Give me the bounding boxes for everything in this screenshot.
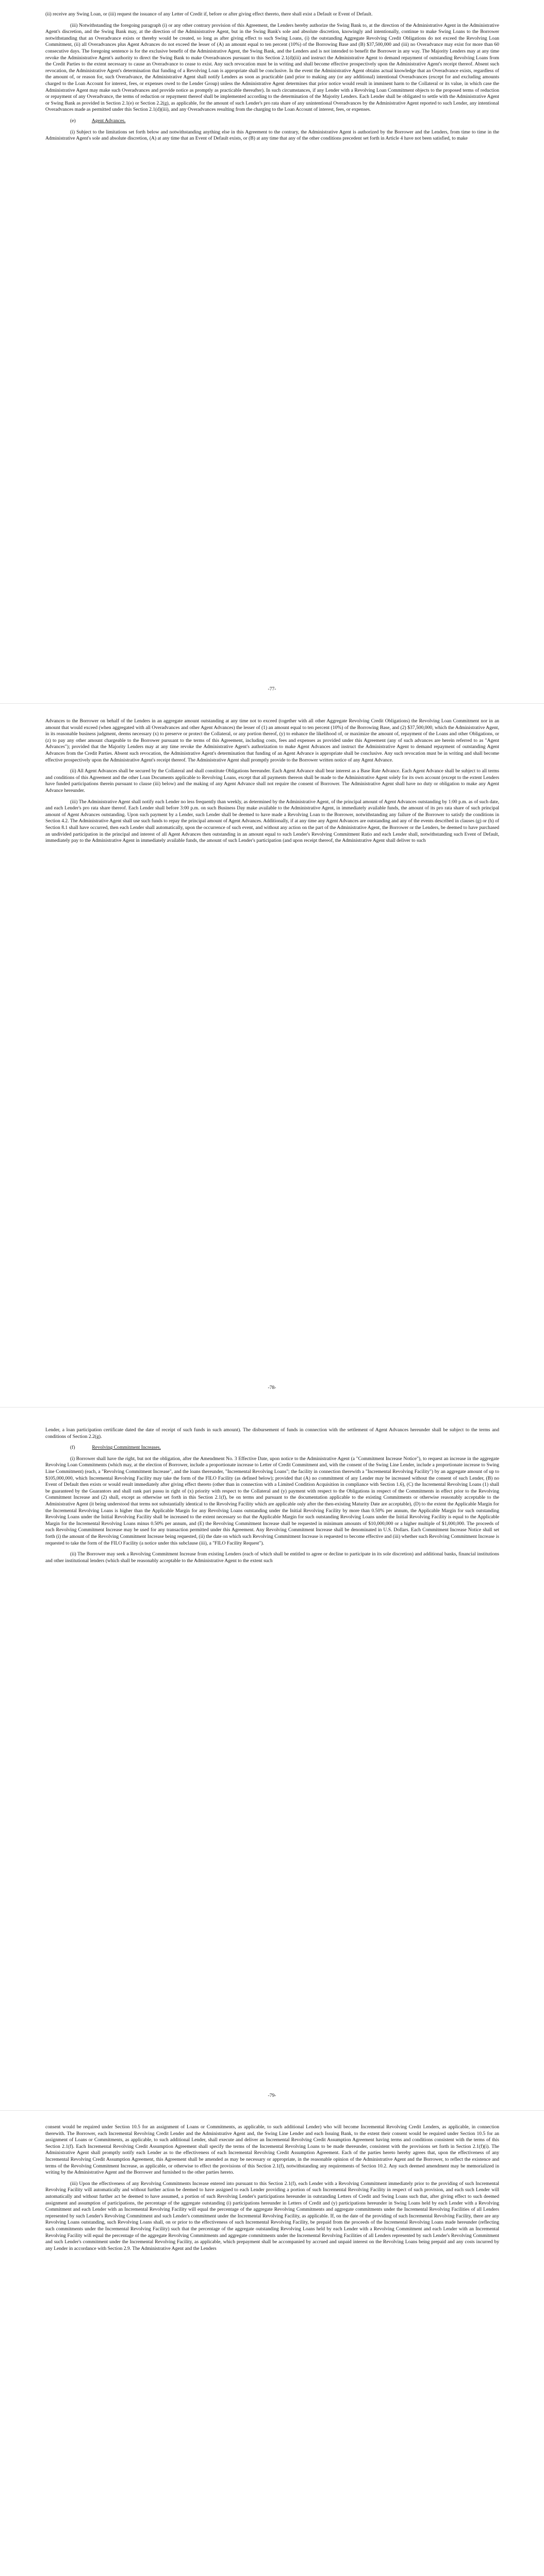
paragraph: Advances to the Borrower on behalf of the Lenders in an aggregate amount outstanding at any time not to exceed (together with all other Aggregate Revolving Credit Obligations) the Revolving Loan Commitment nor in an amount that would exceed (when aggregated with all Overadvances and other Agent Advances) the lesser of (1) an amount equal to ten percent (10%) of the Borrowing Base, and (2) $37,500,000, which the Administrative Agent, in its reasonable business judgment, deems necessary (x) to preserve or protect the Collateral, or any portion thereof, (y) to enhance the likelihood of, or maximize the amount of, repayment of the Loans and other Obligations, or (z) to pay any other amount chargeable to the Borrower pursuant to the terms of this Agreement, including costs, fees and expenses as provided under this Agreement (any of such advances are herein referred to as "Agent Advances"); provided that the Majority Lenders may at any time revoke the Administrative Agent's authorization to make Agent Advances and instruct the Administrative Agent to demand repayment of outstanding Agent Advances from the Credit Parties. Absent such revocation, the Administrative Agent's determination that funding of an Agent Advance is appropriate shall be conclusive. Any such revocation must be in writing and shall become effective prospectively upon the Administrative Agent's receipt thereof. The Administrative Agent shall promptly provide to the Borrower written notice of any Agent Advance. (45, 718, 499, 763)
page-80 (0, 2111, 544, 2576)
section-title: Agent Advances. (91, 117, 126, 124)
section-label: (f) (70, 1445, 75, 1451)
paragraph: (iii) The Administrative Agent shall notify each Lender no less frequently than weekly, as determined by the Administrative Agent, of the principal amount of Agent Advances outstanding by 1:00 p.m. as of such date, and each Lender's pro rata share thereof. Each Lender shall before 3:00 p.m. on such Business Day make available to the Administrative Agent, in immediately available funds, the amount of its pro rata share of such principal amount of Agent Advances outstanding. Upon such payment by a Lender, such Lender shall be deemed to have made a Revolving Loan to the Borrower, notwithstanding any failure of the Borrower to satisfy the conditions in Section 4.2. The Administrative Agent shall use such funds to repay the principal amount of Agent Advances. Additionally, if at any time any Agent Advances are outstanding and any of the events described in clauses (g) or (h) of Section 8.1 shall have occurred, then each Lender shall automatically, upon the occurrence of such event, and without any action on the part of the Administrative Agent, the Borrower or the Lenders, be deemed to have purchased an undivided participation in the principal and interest of all Agent Advances then outstanding in an amount equal to such Lender's Revolving Commitment Ratio and each Lender shall, notwithstanding such Event of Default, immediately pay to the Administrative Agent in immediately available funds, the amount of such Lender's participation (and upon receipt thereof, the Administrative Agent shall deliver to such (45, 799, 499, 844)
paragraph: (iii) Upon the effectiveness of any Revolving Commitments Increase entered into pursuant to this Section 2.1(f), each Lender with a Revolving Commitment immediately prior to the providing of such Incremental Revolving Facility will automatically and without further action be deemed to have assigned to each Lender providing a portion of such Incremental Revolving Facility in respect of such provision, and each such Lender will automatically and without further act be deemed to have assumed, a portion of such Revolving Lender's participations hereunder in outstanding Letters of Credit and Swing Loans such that, after giving effect to such deemed assignment and assumption of participations, the percentage of the aggregate outstanding (i) participations hereunder in Letters of Credit and (y) participations hereunder in Swing Loans held by each Lender with a Revolving Commitment and each Lender with an Incremental Revolving Facility will equal the percentage of the aggregate Revolving Commitments and aggregate commitments under the Incremental Revolving Facilities of all Lenders represented by such Lender's Revolving Commitment and such Lender's commitment under the Incremental Revolving Facility, as applicable. If, on the date of the providing of such Incremental Revolving Facility, there are any Revolving Loans outstanding, such Revolving Loans shall, on or prior to the effectiveness of such Incremental Revolving Facility, be prepaid from the proceeds of the Incremental Revolving Loans made hereunder (reflecting such commitments under the Incremental Revolving Facility) such that the percentage of the aggregate outstanding Revolving Loans held by each Lender with a Revolving Commitment and each Lender with an Incremental Revolving Facility will equal the percentage of the aggregate Revolving Commitments and aggregate commitments under the Incremental Revolving Facilities of all Lenders represented by such Lender's Revolving Commitment and such Lender's commitment under the Incremental Revolving Facility, as applicable, which prepayment shall be accompanied by accrued and unpaid interest on the Revolving Loans being prepaid and any costs incurred by any Lender in accordance with Section 2.9. The Administrative Agent and the Lenders (45, 2180, 499, 2251)
page-number: -78- (268, 1385, 276, 1391)
page-78 (0, 704, 544, 1407)
paragraph: Lender, a loan participation certificate dated the date of receipt of such funds in such amount). The disbursement of funds in connection with the settlement of Agent Advances hereunder shall be subject to the terms and conditions of Section 2.2(g). (45, 1427, 499, 1439)
page-77 (0, 0, 544, 703)
page-80-body (45, 2124, 499, 2257)
paragraph: (i) Borrower shall have the right, but not the obligation, after the Amendment No. 3 Effective Date, upon notice to the Administrative Agent (a "Commitment Increase Notice"), to request an increase in the aggregate Revolving Loan Commitments (which may, at the election of Borrower, include a proportionate increase to Letter of Credit Commitment and, with the consent of the Swing Line Lender, include a proportionate increase to Swing Line Commitment) (each, a "Revolving Commitment Increase", and the loans thereunder, "Incremental Revolving Loans"; the facility in connection therewith a "Incremental Revolving Facility") by an aggregate amount of up to $105,000,000, which Incremental Revolving Facility may take the form of the FILO Facility (as defined below); provided that (A) no commitment of any Lender may be increased without the consent of such Lender, (B) no Event of Default then exists or would result immediately after giving effect thereto (other than in connection with a Limited Condition Acquisition in compliance with Section 1.6), (C) the Incremental Revolving Loans (1) shall be guaranteed by the Guarantors and shall rank pari passu in right of (x) priority with respect to the Collateral and (y) payment with respect to the Obligations in respect of the Commitments in effect prior to the Revolving Commitment Increase and (2) shall, except as otherwise set forth in this Section 2.1(f), be on terms and pursuant to the documentation applicable to the existing Commitments or otherwise reasonably acceptable to the Administrative Agent (it being understood that terms not substantially identical to the Revolving Facility which are applicable only after the then-existing Maturity Date are acceptable), (D) to the extent the Applicable Margin for the Incremental Revolving Loans is higher than the Applicable Margin for any Revolving Loans outstanding under the Initial Revolving Facility by more than 0.50% per annum, the Applicable Margin for such outstanding Revolving Loans under the Initial Revolving Facility shall be increased to the extent necessary so that the Applicable Margin for such outstanding Revolving Loans under the Initial Revolving Facility is equal to the Applicable Margin for the Incremental Revolving Loans minus 0.50% per annum, and (E) the Revolving Commitment Increase shall be requested in minimum amounts of $10,000,000 or a higher multiple of $1,000,000. The proceeds of each Revolving Commitment Increase may be used for any transaction permitted under this Agreement. Any Revolving Commitment Increase shall be denominated in U.S. Dollars. Each Commitment Increase Notice shall set forth (i) the amount of the Revolving Commitment Increase being requested, (ii) the date on which such Revolving Commitment Increase is requested to become effective and (iii) whether such Revolving Commitment Increase is requested to take the form of the FILO Facility (a notice under this subclause (iii), a "FILO Facility Request"). (45, 1455, 499, 1546)
paragraph: consent would be required under Section 10.5 for an assignment of Loans or Commitments, as applicable, to such additional Lender) who will become Incremental Revolving Credit Lenders, as applicable, in connection therewith. The Borrower, each Incremental Revolving Credit Lender and the Administrative Agent and, the Swing Line Lender and each Issuing Bank, to the extent their consent would be required under Section 10.5 for an assignment of Loans or Commitments, as applicable, to such additional Lender, shall execute and deliver an Incremental Revolving Credit Assumption Agreement having terms and conditions consistent with the terms of this Section 2.1(f). Each Incremental Revolving Credit Assumption Agreement shall specify the terms of the Incremental Revolving Loans to be made thereunder, consistent with the provisions set forth in Section 2.1(f)(i). The Administrative Agent shall promptly notify each Lender as to the effectiveness of each Incremental Revolving Credit Assumption Agreement. Each of the parties hereto hereby agrees that, upon the effectiveness of any Incremental Revolving Credit Assumption Agreement, this Agreement shall be amended as may be necessary or appropriate, in the reasonable opinion of the Administrative Agent and the Borrower, to reflect the existence and terms of the Revolving Commitment Increase, as applicable, or otherwise to effect the provisions of this Section 2.1(f), notwithstanding any requirements of Section 10.2. Any such deemed amendment may be memorialized in writing by the Administrative Agent and the Borrower and furnished to the other parties hereto. (45, 2124, 499, 2176)
paragraph: (ii) receive any Swing Loan, or (iii) request the issuance of any Letter of Credit if, before or after giving effect thereto, there shall exist a Default or Event of Default. (45, 11, 373, 17)
page-79 (0, 1408, 544, 2110)
section-label: (e) (70, 117, 76, 124)
page-79-body (45, 1427, 499, 1569)
paragraph: (iii) Notwithstanding the foregoing paragraph (i) or any other contrary provision of this Agreement, the Lenders hereby authorize the Swing Bank to, at the direction of the Administrative Agent in the Administrative Agent's discretion, and the Swing Bank may, at the direction of the Administrative Agent, but in the Swing Bank's sole and absolute discretion, knowingly and intentionally, continue to make Swing Loans to the Borrower notwithstanding that an Overadvance exists or thereby would be created, so long as after giving effect to such Swing Loans, (i) the outstanding Aggregate Revolving Credit Obligations do not exceed the Revolving Loan Commitment, (ii) all Overadvances plus Agent Advances do not exceed the lesser of (A) an amount equal to ten percent (10%) of the Borrowing Base and (B) $37,500,000 and (iii) no Overadvance may exist for more than 60 consecutive days. The foregoing sentence is for the exclusive benefit of the Administrative Agent, the Swing Bank, and the Lenders and is not intended to benefit the Borrower in any way. The Majority Lenders may at any time revoke the Administrative Agent's authority to direct the Swing Bank to make Overadvances pursuant to this Section 2.1(d)(iii) and instruct the Administrative Agent to demand repayment of outstanding Revolving Loans from the Credit Parties to the extent necessary to cause an Overadvance to cease to exist. Any such revocation must be in writing and shall become effective prospectively upon the Administrative Agent's receipt thereof. Absent such revocation, the Administrative Agent's determination that funding of a Revolving Loan is appropriate shall be conclusive. In the event the Administrative Agent obtains actual knowledge that an Overadvance exists, regardless of the amount of, or reason for, such Overadvance, the Administrative Agent shall notify Lenders as soon as practicable (and prior to making any (or any additional) intentional Overadvances (except for and excluding amounts charged to the Loan Account for interest, fees, or expenses owed to the Lender Group) unless the Administrative Agent determines that prior notice would result in imminent harm to the Collateral or its value, in which case the Administrative Agent may make such Overadvances and provide notice as promptly as practicable thereafter). In such circumstances, if any Lender with a Revolving Loan Commitment objects to the proposed terms of reduction or repayment of any Overadvance, the terms of reduction or repayment thereof shall be implemented according to the determination of the Majority Lenders. Each Lender shall be obligated to settle with the Administrative Agent or Swing Bank as provided in Section 2.1(e) or Section 2.2(g), as applicable, for the amount of such Lender's pro rata share of any unintentional Overadvances by the Administrative Agent reported to such Lender, any intentional Overadvances made as permitted under this Section 2.1(d)(iii), and any Overadvances resulting from the charging to the Loan Account of interest, fees, or expenses. (45, 22, 499, 113)
section-heading-agent-advances (70, 118, 499, 125)
paragraph: (ii) The Borrower may seek a Revolving Commitment Increase from existing Lenders (each of which shall be entitled to agree or decline to participate in its sole discretion) and additional banks, financial institutions and other institutional lenders (which shall be reasonably acceptable to the Administrative Agent to the extent such (45, 1551, 499, 1564)
page-78-body (45, 718, 499, 849)
page-77-body (45, 11, 499, 147)
page-number: -79- (268, 2093, 276, 2098)
paragraph: (i) Subject to the limitations set forth below and notwithstanding anything else in this Agreement to the contrary, the Administrative Agent is authorized by the Borrower and the Lenders, from time to time in the Administrative Agent's sole and absolute discretion, (A) at any time that an Event of Default exists, or (B) at any time that any of the other conditions precedent set forth in Article 4 have not been satisfied, to make (45, 129, 499, 142)
section-title: Revolving Commitment Increases. (92, 1445, 161, 1451)
paragraph: (ii) All Agent Advances shall be secured by the Collateral and shall constitute Obligations hereunder. Each Agent Advance shall bear interest as a Base Rate Advance. Each Agent Advance shall be subject to all terms and conditions of this Agreement and the other Loan Documents applicable to Revolving Loans, except that all payments thereon shall be made to the Administrative Agent solely for its own account (except to the extent Lenders have funded participations therein pursuant to clause (iii) below) and the making of any Agent Advance shall not require the consent of Borrower. The Administrative Agent shall have no duty or obligation to make any Agent Advance hereunder. (45, 768, 499, 793)
page-number: -77- (268, 686, 276, 692)
section-heading-revolving-commitment-increases (70, 1445, 499, 1451)
